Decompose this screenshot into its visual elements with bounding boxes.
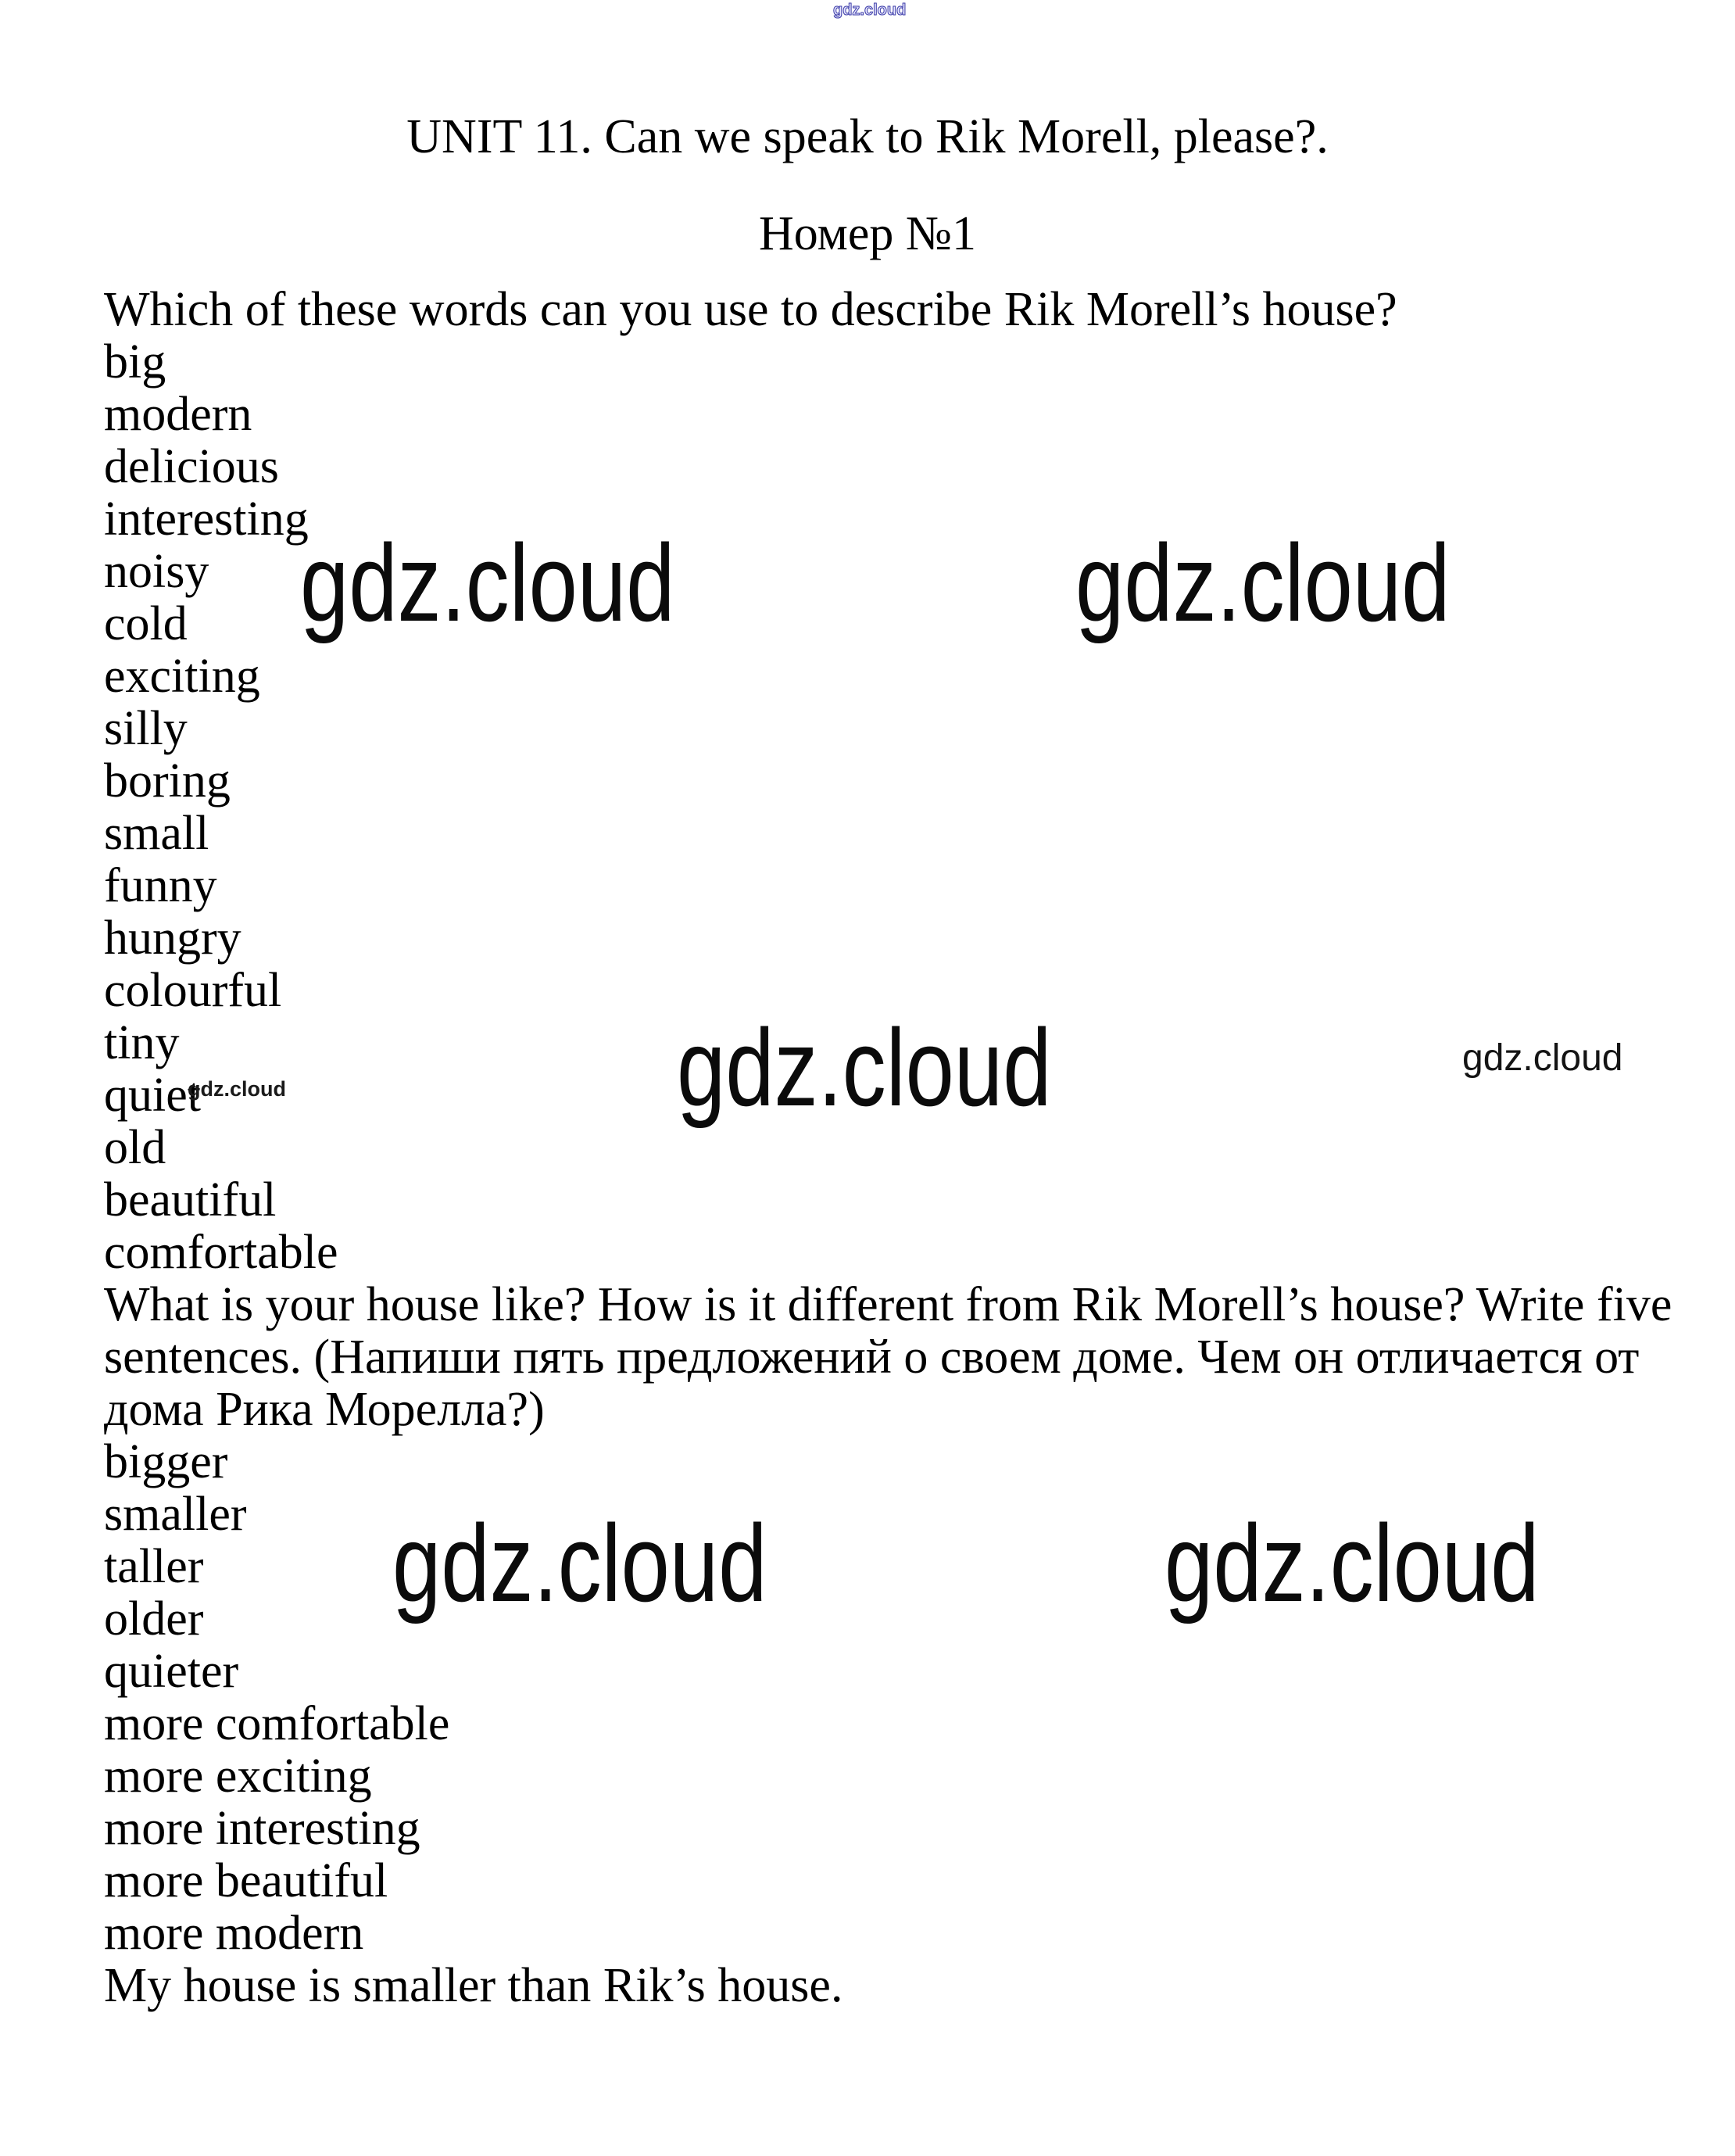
word-item: small [104,807,209,860]
gdz-cloud-watermark-text: gdz.cloud [392,1502,767,1624]
word-item: bigger [104,1435,228,1488]
word-item: more comfortable [104,1697,450,1750]
word-item: silly [104,702,188,755]
word-item: boring [104,754,231,808]
word-item: smaller [104,1488,247,1541]
word-item: big [104,335,166,389]
gdz-cloud-watermark-text: gdz.cloud [1075,521,1451,644]
task2-prompt-line: sentences. (Напиши пять предложений о своем доме. Чем он отличается от [104,1330,1640,1384]
task2-prompt-line: What is your house like? How is it different from Rik Morell’s house? Write five [104,1278,1672,1331]
word-item: colourful [104,964,282,1017]
gdz-cloud-watermark-top: gdz.cloud [833,2,907,19]
page-title: UNIT 11. Can we speak to Rik Morell, please?. [406,110,1329,163]
word-item: more interesting [104,1802,420,1855]
task-number-heading: Номер №1 [758,207,976,260]
gdz-cloud-watermark-text: gdz.cloud [677,1006,1052,1129]
gdz-cloud-watermark-text: gdz.cloud [300,521,675,644]
word-item: beautiful [104,1173,277,1227]
task1-question: Which of these words can you use to describe Rik Morell’s house? [104,283,1397,336]
word-item: cold [104,597,188,650]
word-item: exciting [104,650,260,703]
word-item: funny [104,859,217,912]
word-item: taller [104,1540,204,1593]
gdz-cloud-watermark-text: gdz.cloud [1164,1502,1540,1624]
answer-sentence: My house is smaller than Rik’s house. [104,1959,843,2012]
word-item: interesting [104,492,309,546]
word-item: hungry [104,911,241,965]
word-item: tiny [104,1016,180,1069]
word-item: noisy [104,545,209,598]
gdz-cloud-watermark-small: gdz.cloud [1462,1037,1623,1079]
task2-prompt-line: дома Рика Морелла?) [104,1383,545,1436]
word-item: more modern [104,1907,364,1960]
word-item: more exciting [104,1750,372,1803]
word-item: comfortable [104,1226,338,1279]
word-item: quiet [104,1069,201,1122]
word-item: old [104,1121,166,1174]
word-item: quieter [104,1645,239,1698]
word-item: older [104,1592,204,1646]
word-item: modern [104,388,252,441]
word-item: delicious [104,440,279,493]
word-item: more beautiful [104,1854,388,1907]
gdz-cloud-watermark-small: gdz.cloud [188,1077,286,1101]
document-body [104,284,1672,2012]
